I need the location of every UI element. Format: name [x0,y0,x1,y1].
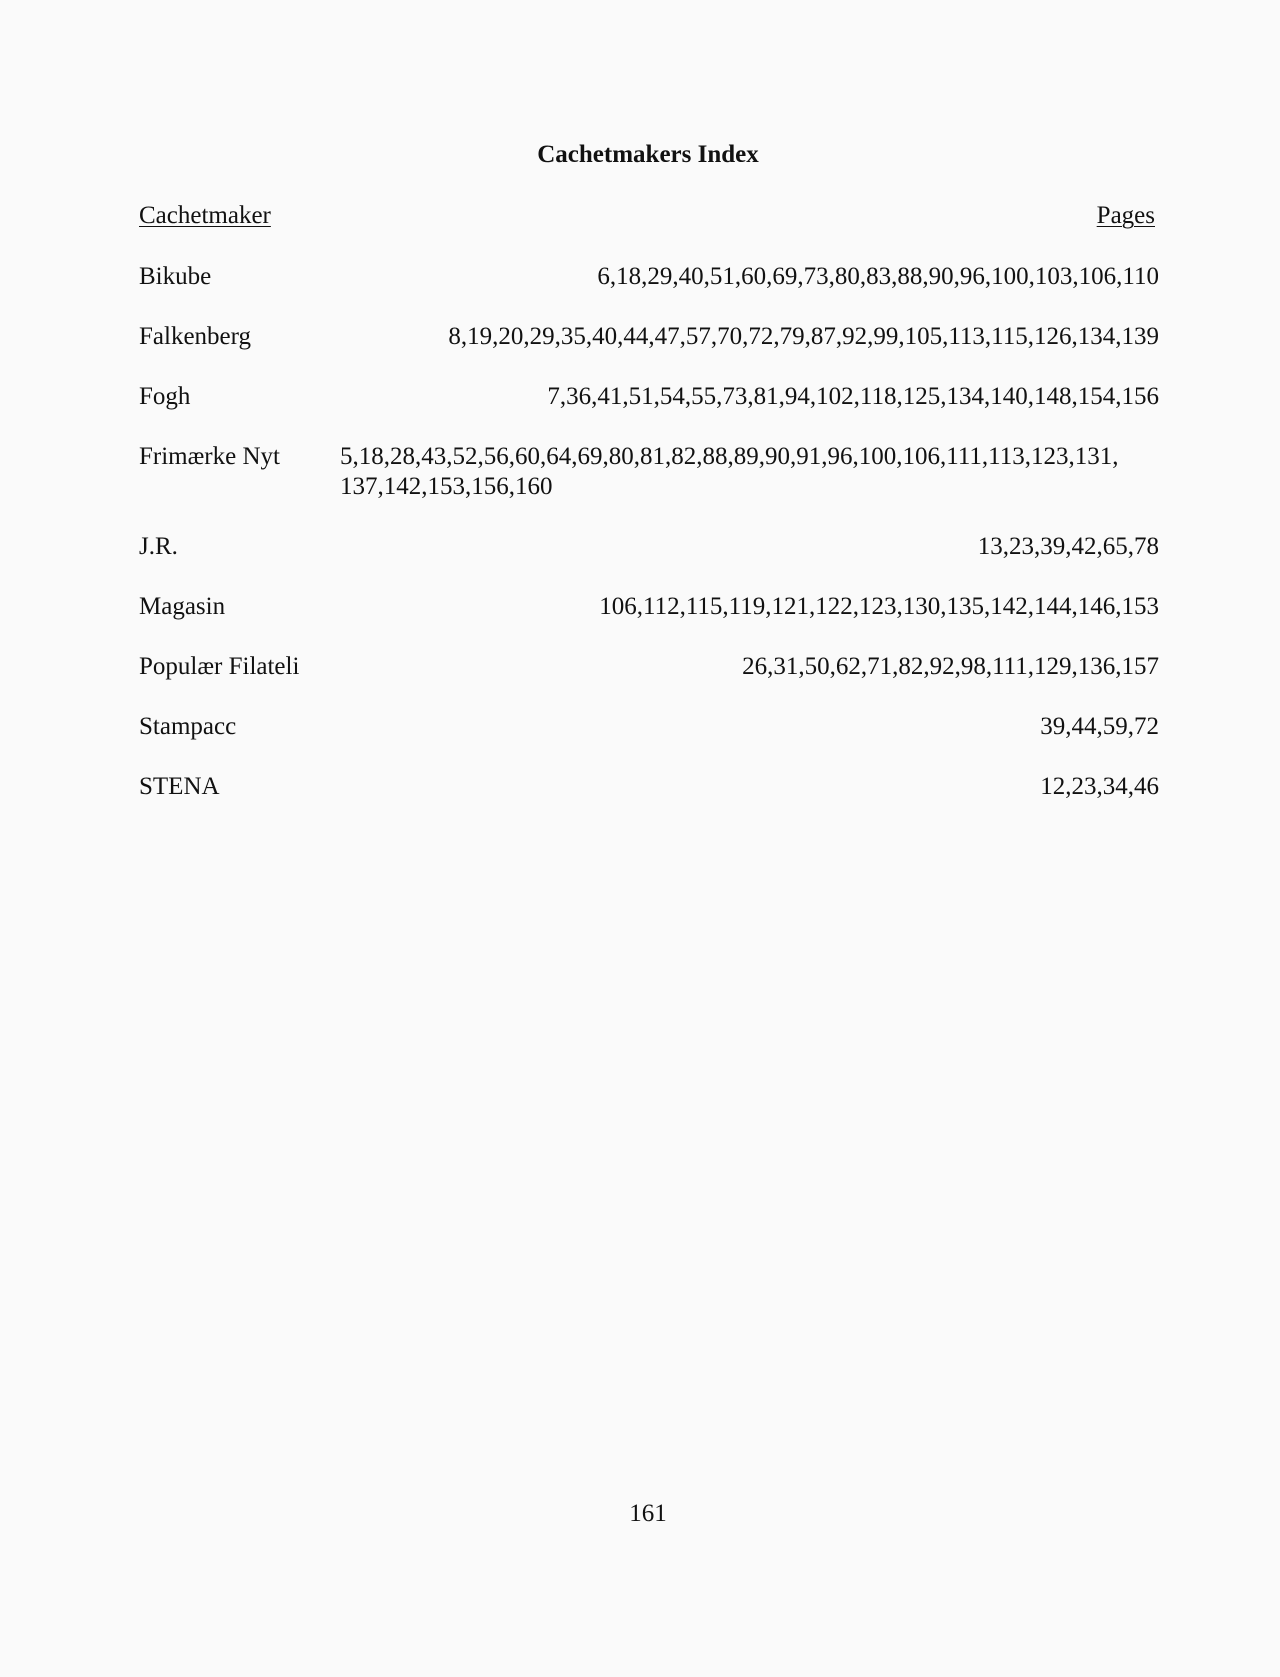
entry-name: J.R. [139,533,178,560]
entry-pages: 106,112,115,119,121,122,123,130,135,142,144,146,153 [599,593,1159,620]
entry-pages: 26,31,50,62,71,82,92,98,111,129,136,157 [742,653,1159,680]
entry-name: Stampacc [139,713,237,740]
page-title: Cachetmakers Index [537,141,759,168]
index-entry-bikube [139,262,1159,292]
index-entry-stena [139,772,1159,802]
entry-name: Populær Filateli [139,653,300,680]
entry-name: Magasin [139,593,226,620]
page-number: 161 [629,1500,667,1527]
entry-name: Falkenberg [139,323,252,350]
index-entry-jr [139,532,1159,562]
index-entry-stampacc [139,712,1159,742]
index-entry-magasin [139,592,1159,622]
index-list [139,262,1159,832]
cachetmaker-column-header: Cachetmaker [139,202,271,229]
entry-pages: 13,23,39,42,65,78 [977,533,1159,560]
entry-name: STENA [139,773,220,800]
entry-pages: 5,18,28,43,52,56,60,64,69,80,81,82,88,89,90,91,96,100,106,111,113,123,131, 137,142,153,156,160 [340,443,1119,500]
pages-column-header: Pages [1096,202,1155,229]
entry-pages: 8,19,20,29,35,40,44,47,57,70,72,79,87,92,99,105,113,115,126,134,139 [448,323,1159,350]
index-entry-frimaerke-nyt [139,442,1159,502]
entry-pages: 7,36,41,51,54,55,73,81,94,102,118,125,134,140,148,154,156 [547,383,1159,410]
entry-pages: 6,18,29,40,51,60,69,73,80,83,88,90,96,100,103,106,110 [597,263,1159,290]
entry-name: Frimærke Nyt [139,443,280,470]
index-entry-fogh [139,382,1159,412]
index-entry-populaer-filateli [139,652,1159,682]
entry-name: Bikube [139,263,212,290]
entry-name: Fogh [139,383,191,410]
index-entry-falkenberg [139,322,1159,352]
entry-pages: 12,23,34,46 [1040,773,1159,800]
entry-pages: 39,44,59,72 [1040,713,1159,740]
